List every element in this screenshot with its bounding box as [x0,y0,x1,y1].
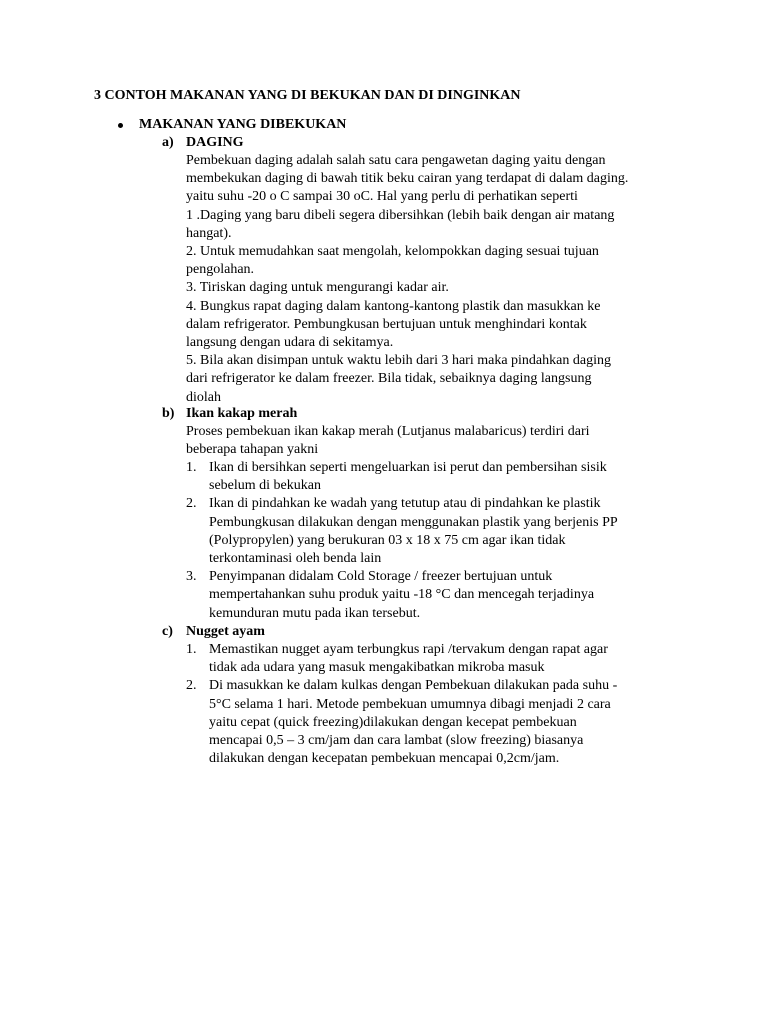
text-line: sebelum di bekukan [209,478,321,494]
text-line: langsung dengan udara di sekitamya. [186,335,394,351]
section-marker: c) [162,624,173,639]
text-line: pengolahan. [186,262,255,278]
text-line: Ikan di pindahkan ke wadah yang tetutup atau di pindahkan ke plastik [209,496,601,512]
text-line: Pembekuan daging adalah salah satu cara pengawetan daging yaitu dengan [186,153,606,168]
text-line: 2. Untuk memudahkan saat mengolah, kelompokkan daging sesuai tujuan [186,244,599,260]
numbered-list-ikan-kakap [186,459,686,623]
text-line: beberapa tahapan yakni [186,442,319,458]
section-title: Nugget ayam [186,624,265,639]
text-line: terkontaminasi oleh benda lain [209,551,382,567]
list-number: 1. [186,460,197,475]
text-line: mempertahankan suhu produk yaitu -18 °C dan mencegah terjadinya [209,587,595,603]
text-line: 3. Tiriskan daging untuk mengurangi kadar air. [186,280,449,296]
text-line: 5. Bila akan disimpan untuk waktu lebih dari 3 hari maka pindahkan daging [186,353,611,369]
text-line: Penyimpanan didalam Cold Storage / freezer bertujuan untuk [209,569,553,585]
text-line: yaitu cepat (quick freezing)dilakukan dengan kecepat pembekuan [209,714,577,730]
text-line: 4. Bungkus rapat daging dalam kantong-kantong plastik dan masukkan ke [186,298,601,314]
text-line: Proses pembekuan ikan kakap merah (Lutjanus malabaricus) terdiri dari [186,424,590,439]
numbered-list-nugget-ayam [186,641,686,768]
list-item [186,677,686,768]
text-line: dalam refrigerator. Pembungkusan bertujuan untuk menghindari kontak [186,316,587,332]
section-marker: a) [162,135,174,150]
text-line: Di masukkan ke dalam kulkas dengan Pembekuan dilakukan pada suhu - [209,678,618,694]
text-line: diolah [186,389,221,405]
list-number: 2. [186,678,197,694]
text-line: dari refrigerator ke dalam freezer. Bila tidak, sebaiknya daging langsung [186,371,592,387]
text-line: Memastikan nugget ayam terbungkus rapi /tervakum dengan rapat agar [209,642,608,657]
text-line: 1 .Daging yang baru dibeli segera dibersihkan (lebih baik dengan air matang [186,207,615,223]
bullet-dot-icon [118,123,123,128]
list-item [186,459,686,495]
section-intro-ikan-kakap [186,423,696,459]
text-line: (Polypropylen) yang berukuran 03 x 18 x 75 cm agar ikan tidak [209,532,566,548]
section-heading-daging [162,134,244,152]
text-line: Pembungkusan dilakukan dengan menggunakan plastik yang berjenis PP [209,514,618,530]
list-item [186,495,686,568]
bullet-label: MAKANAN YANG DIBEKUKAN [139,117,347,132]
list-number: 1. [186,642,197,657]
text-line: hangat). [186,225,232,241]
text-line: kemunduran mutu pada ikan tersebut. [209,605,421,621]
document-title: 3 CONTOH MAKANAN YANG DI BEKUKAN DAN DI DINGINKAN [94,88,521,103]
text-line: yaitu suhu -20 o C sampai 30 oC. Hal yang perlu di perhatikan seperti [186,189,578,205]
text-line: dilakukan dengan kecepatan pembekuan mencapai 0,2cm/jam. [209,751,560,767]
section-marker: b) [162,406,175,421]
text-line: membekukan daging di bawah titik beku cairan yang terdapat di dalam daging. [186,171,629,187]
section-title: DAGING [186,135,244,150]
list-item [186,568,686,623]
text-line: mencapai 0,5 – 3 cm/jam dan cara lambat (slow freezing) biasanya [209,733,584,749]
text-line: 5°C selama 1 hari. Metode pembekuan umumnya dibagi menjadi 2 cara [209,696,611,712]
list-item [186,641,686,677]
text-line: tidak ada udara yang masuk mengakibatkan mikroba masuk [209,660,545,676]
section-body-daging [186,152,696,407]
section-heading-nugget-ayam [162,623,265,641]
text-line: Ikan di bersihkan seperti mengeluarkan isi perut dan pembersihan sisik [209,460,607,475]
list-number: 2. [186,496,197,512]
list-number: 3. [186,569,197,585]
section-title: Ikan kakap merah [186,406,298,421]
section-heading-ikan-kakap [162,405,297,423]
